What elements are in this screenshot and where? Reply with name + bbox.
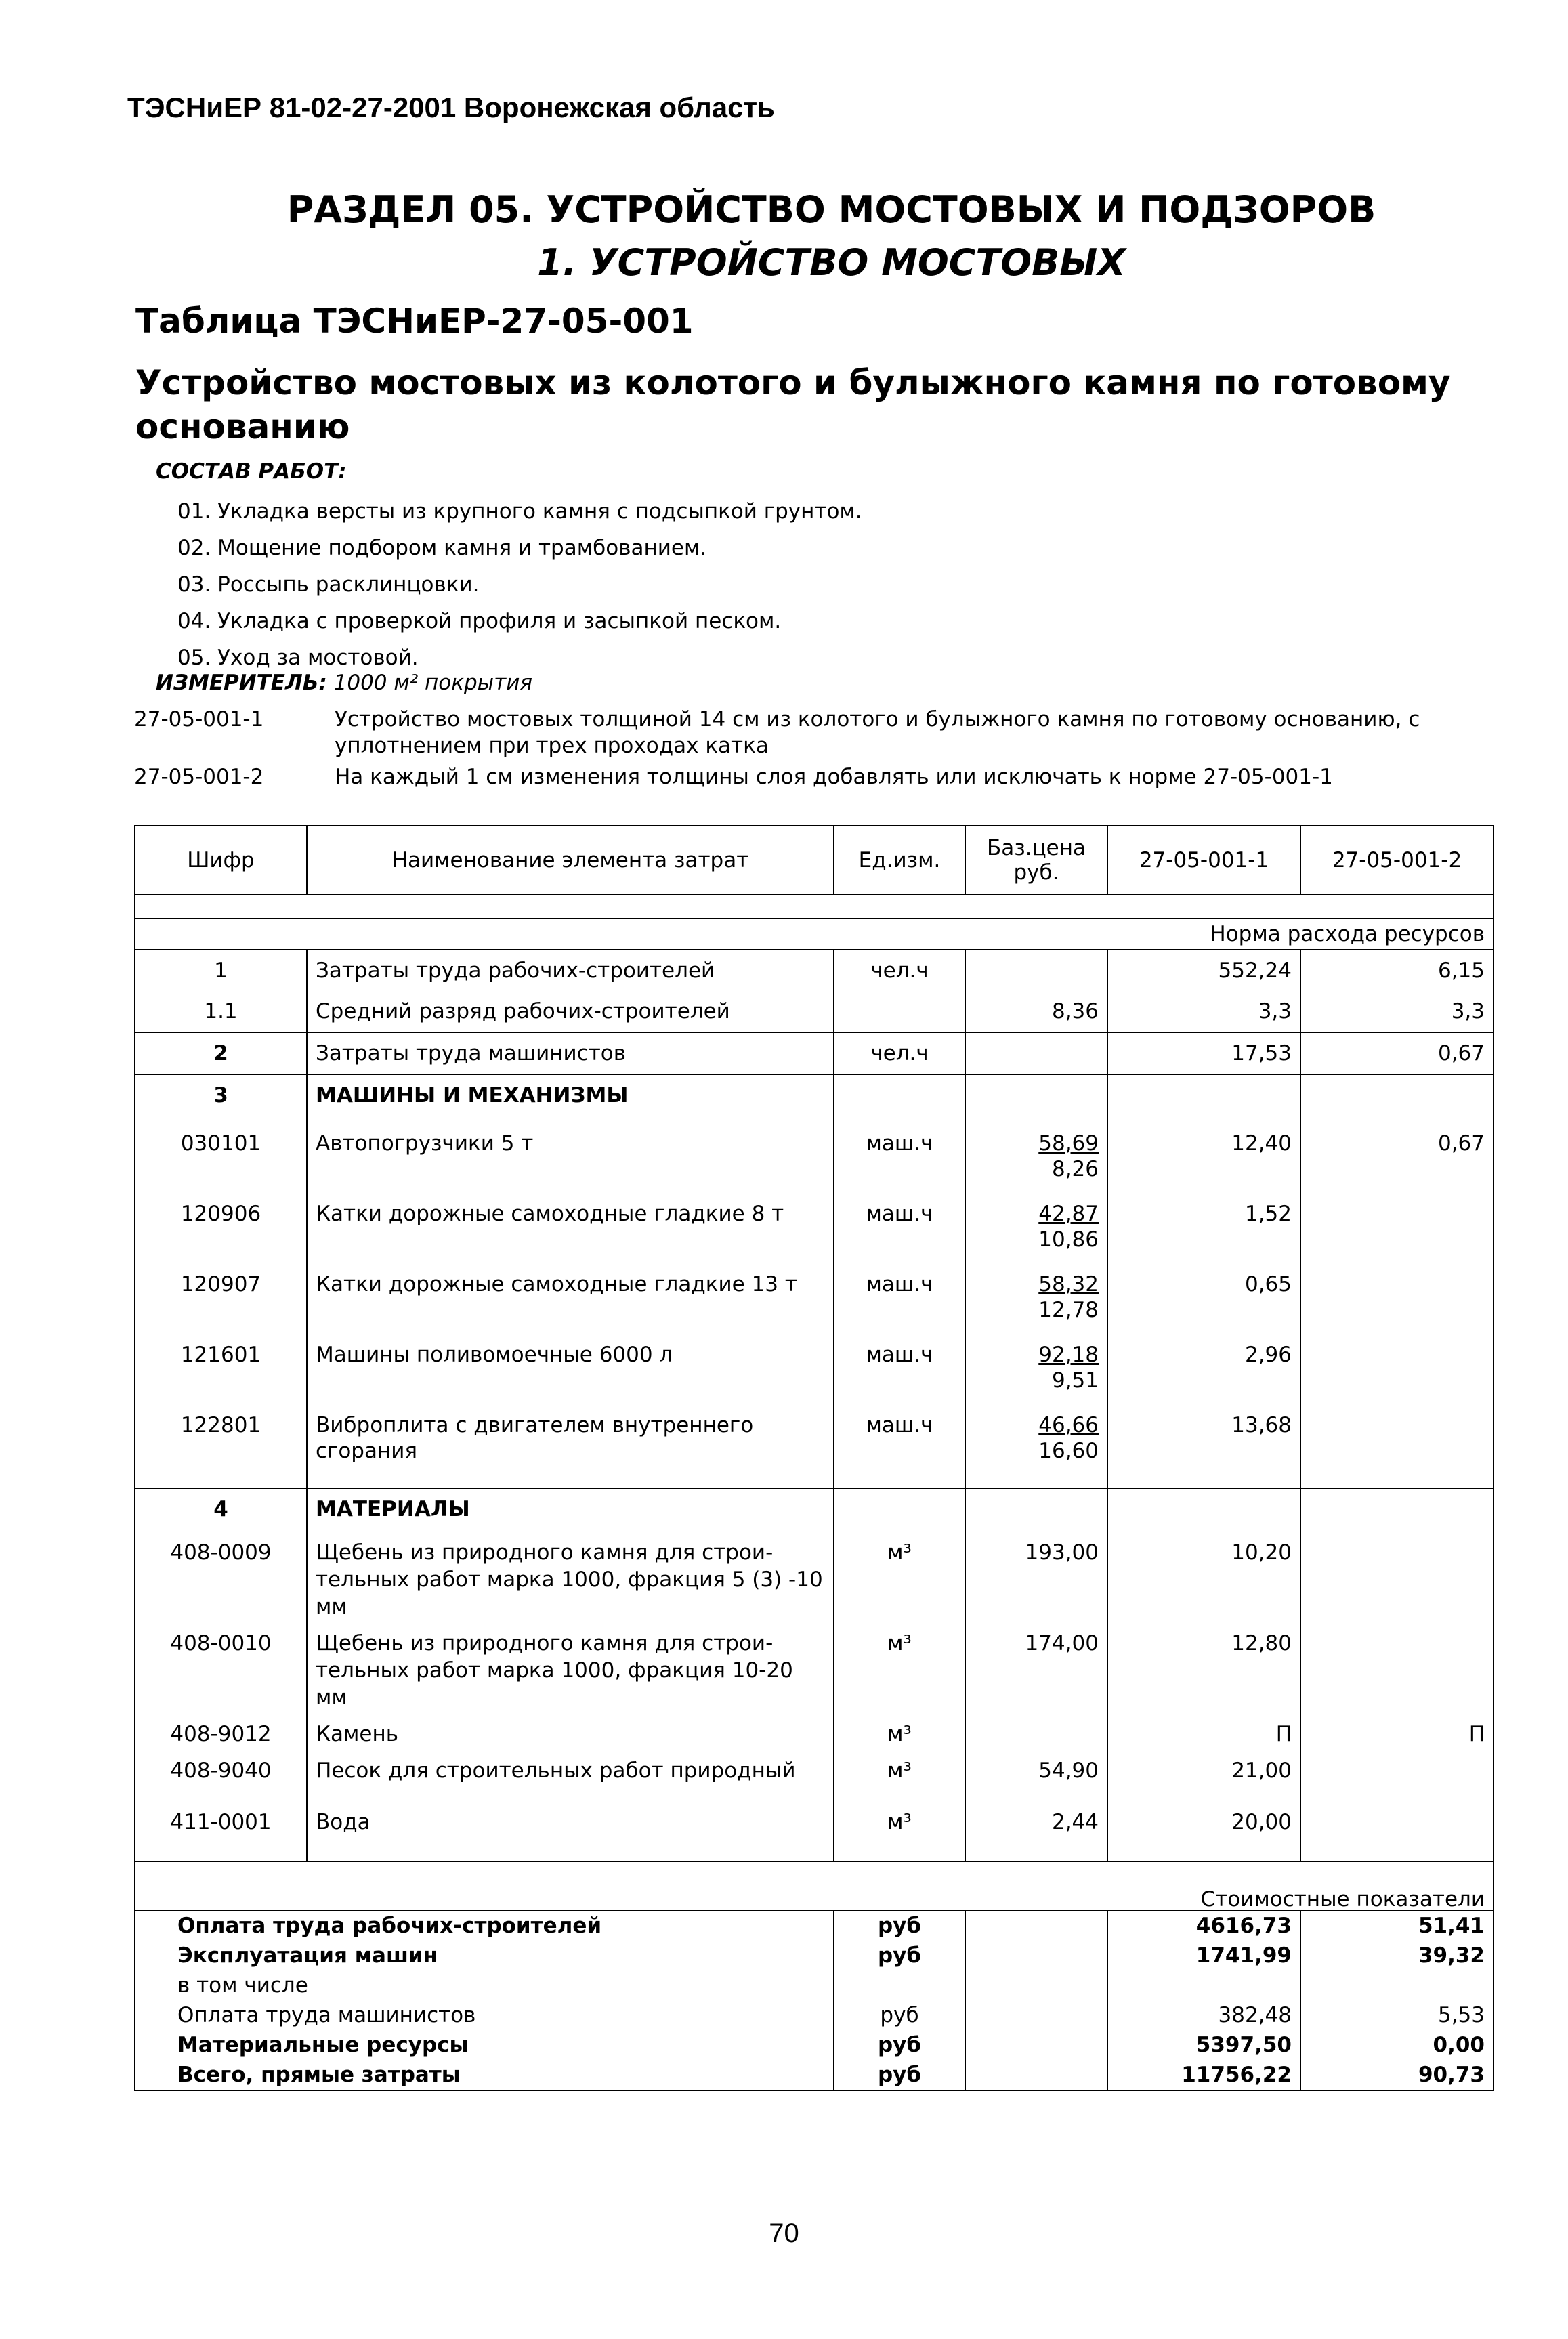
cell-code: 4 [135,1488,307,1530]
cell-value: П [1300,1711,1493,1748]
total-name: Материальные ресурсы [135,2030,834,2060]
norma-header-row [135,919,1493,950]
cell-unit: чел.ч [834,950,965,991]
total-value: 0,00 [1300,2030,1493,2060]
work-item: 04. Укладка с проверкой профиля и засыпкой песком. [177,609,782,633]
cell-value: 0,67 [1300,1032,1493,1074]
cell-name: Затраты труда машинистов [307,1032,834,1074]
page-number: 70 [769,2218,799,2248]
cell-name: Щебень из природного камня для строи-тельных работ марка 1000, фракция 10-20 мм [307,1620,834,1711]
cell-value: 6,15 [1300,950,1493,991]
subsection-title: 1. УСТРОЙСТВО МОСТОВЫХ [537,241,1126,284]
cell-value: 3,3 [1300,991,1493,1032]
total-value: 5,53 [1300,2000,1493,2030]
cell-code: 3 [135,1074,307,1116]
cell-value: 20,00 [1107,1809,1300,1836]
norm-description: На каждый 1 см изменения толщины слоя добавлять или исключать к норме 27-05-001-1 [335,765,1333,789]
cell-price: 8,36 [965,991,1107,1032]
col-header: Ед.изм. [834,826,965,895]
cell-code: 030101 [135,1116,307,1186]
cell-value: 13,68 [1107,1397,1300,1468]
table-row [135,1186,1493,1257]
cell-name: Затраты труда рабочих-строителей [307,950,834,991]
total-value: 382,48 [1107,2000,1300,2030]
cell-value: 10,20 [1107,1530,1300,1620]
table-row [135,1809,1493,1836]
table-row [135,950,1493,991]
total-value: 11756,22 [1107,2060,1300,2090]
col-header: 27-05-001-2 [1300,826,1493,895]
works-list [177,493,862,676]
total-name: Всего, прямые затраты [135,2060,834,2090]
total-row [135,1971,1493,2000]
cell-name: Машины поливомоечные 6000 л [307,1327,834,1397]
cell-price: 58,32 12,78 [965,1257,1107,1327]
running-header: ТЭСНиЕР 81-02-27-2001 Воронежская область [127,91,775,123]
total-row [135,2000,1493,2030]
section-title: РАЗДЕЛ 05. УСТРОЙСТВО МОСТОВЫХ И ПОДЗОРОВ [287,188,1376,231]
cell-name: Вода [307,1809,834,1836]
cell-value: 3,3 [1107,991,1300,1032]
group-title: МАТЕРИАЛЫ [307,1488,834,1530]
cell-name: Катки дорожные самоходные гладкие 8 т [307,1186,834,1257]
cell-price: 193,00 [965,1530,1107,1620]
cell-value: 21,00 [1107,1748,1300,1784]
izmeritel-label: ИЗМЕРИТЕЛЬ: [156,671,327,695]
cell-unit: м³ [834,1809,965,1836]
work-item: 05. Уход за мостовой. [177,646,419,670]
cell-value: 0,67 [1300,1116,1493,1186]
cell-unit: маш.ч [834,1186,965,1257]
table-row [135,991,1493,1032]
cell-value: 2,96 [1107,1327,1300,1397]
total-value: 5397,50 [1107,2030,1300,2060]
cell-price: 42,87 10,86 [965,1186,1107,1257]
cell-name: Средний разряд рабочих-строителей [307,991,834,1032]
cell-price: 174,00 [965,1620,1107,1711]
cell-price [965,950,1107,991]
norm-code: 27-05-001-1 [134,707,264,732]
norma-header: Норма расхода ресурсов [1107,919,1493,950]
cell-code: 120907 [135,1257,307,1327]
table-row [135,1620,1493,1711]
table-row [135,1711,1493,1748]
cell-code: 408-9012 [135,1711,307,1748]
cell-price: 54,90 [965,1748,1107,1784]
cell-unit: маш.ч [834,1116,965,1186]
cell-code: 408-0010 [135,1620,307,1711]
cell-value: 0,65 [1107,1257,1300,1327]
cell-code: 120906 [135,1186,307,1257]
cell-value: 17,53 [1107,1032,1300,1074]
cell-price: 46,66 16,60 [965,1397,1107,1468]
work-item: 01. Укладка версты из крупного камня с подсыпкой грунтом. [177,499,862,524]
cell-value [1300,1327,1493,1397]
cell-unit: маш.ч [834,1327,965,1397]
cell-value [1300,1530,1493,1620]
total-value: 39,32 [1300,1941,1493,1971]
total-unit: руб [834,2060,965,2090]
izmeritel-value: 1000 м² покрытия [333,671,533,695]
cell-price: 58,69 8,26 [965,1116,1107,1186]
cell-price: 2,44 [965,1809,1107,1836]
cell-value: 552,24 [1107,950,1300,991]
col-header: 27-05-001-1 [1107,826,1300,895]
norm-description: Устройство мостовых толщиной 14 см из колотого и булыжного камня по готовому основанию, с уплотнением при трех проходах катка [335,707,1420,758]
col-header: Баз.цена руб. [965,826,1107,895]
cell-value [1300,1257,1493,1327]
cell-value: 12,80 [1107,1620,1300,1711]
col-header: Наименование элемента затрат [307,826,834,895]
table-row [135,1116,1493,1186]
total-unit: руб [834,1910,965,1941]
total-value: 1741,99 [1107,1941,1300,1971]
cell-name: Виброплита с двигателем внутреннего сгорания [307,1397,834,1468]
norm-code: 27-05-001-2 [134,765,264,789]
cost-header-row [135,1861,1493,1910]
total-value: 51,41 [1300,1910,1493,1941]
cell-value: 1,52 [1107,1186,1300,1257]
work-item: 02. Мощение подбором камня и трамбованием. [177,536,707,560]
cell-code: 408-0009 [135,1530,307,1620]
cell-name: Автопогрузчики 5 т [307,1116,834,1186]
total-name: Оплата труда рабочих-строителей [135,1910,834,1941]
cell-code: 122801 [135,1397,307,1468]
cell-code: 411-0001 [135,1809,307,1836]
total-name: Эксплуатация машин [135,1941,834,1971]
cell-price: 92,18 9,51 [965,1327,1107,1397]
group-row [135,1074,1493,1116]
group-title: МАШИНЫ И МЕХАНИЗМЫ [307,1074,834,1116]
izmeritel [156,671,532,695]
cost-header: Стоимостные показатели [1107,1861,1493,1910]
cell-value [1300,1748,1493,1784]
total-unit: руб [834,2030,965,2060]
total-value: 4616,73 [1107,1910,1300,1941]
total-name: в том числе [135,1971,834,2000]
total-name: Оплата труда машинистов [135,2000,834,2030]
sostav-label: СОСТАВ РАБОТ: [156,459,347,484]
total-row [135,1910,1493,1941]
table-row [135,1032,1493,1074]
total-row [135,2060,1493,2090]
cell-unit: м³ [834,1748,965,1784]
work-item: 03. Россыпь расклинцовки. [177,572,480,597]
cell-name: Щебень из природного камня для строи-тельных работ марка 1000, фракция 5 (3) -10 мм [307,1530,834,1620]
cell-code: 121601 [135,1327,307,1397]
cell-unit: м³ [834,1620,965,1711]
cell-name: Камень [307,1711,834,1748]
cell-unit: чел.ч [834,1032,965,1074]
cell-price [965,1032,1107,1074]
cell-name: Песок для строительных работ природный [307,1748,834,1784]
cell-value: П [1107,1711,1300,1748]
table-row [135,1748,1493,1784]
total-unit: руб [834,2000,965,2030]
cell-price [965,1711,1107,1748]
cell-unit: маш.ч [834,1257,965,1327]
total-row [135,1941,1493,1971]
cell-unit: маш.ч [834,1397,965,1468]
cell-code: 1.1 [135,991,307,1032]
cell-code: 408-9040 [135,1748,307,1784]
cell-value [1300,1620,1493,1711]
group-row [135,1488,1493,1530]
total-unit: руб [834,1941,965,1971]
cell-unit: м³ [834,1530,965,1620]
cell-value [1300,1809,1493,1836]
table-header-row [135,826,1493,895]
table-row [135,1397,1493,1468]
col-header: Шифр [135,826,307,895]
table-label: Таблица ТЭСНиЕР-27-05-001 [135,301,694,341]
cell-value: 12,40 [1107,1116,1300,1186]
cell-value [1300,1397,1493,1468]
cell-value [1300,1186,1493,1257]
table-row [135,1257,1493,1327]
resource-table [134,825,1494,2091]
total-value: 90,73 [1300,2060,1493,2090]
cell-code: 2 [135,1032,307,1074]
total-row [135,2030,1493,2060]
table-name: Устройство мостовых из колотого и булыжного камня по готовому основанию [135,363,1451,446]
table-row [135,1530,1493,1620]
cell-unit [834,991,965,1032]
cell-unit: м³ [834,1711,965,1748]
cell-code: 1 [135,950,307,991]
table-row [135,1327,1493,1397]
cell-name: Катки дорожные самоходные гладкие 13 т [307,1257,834,1327]
